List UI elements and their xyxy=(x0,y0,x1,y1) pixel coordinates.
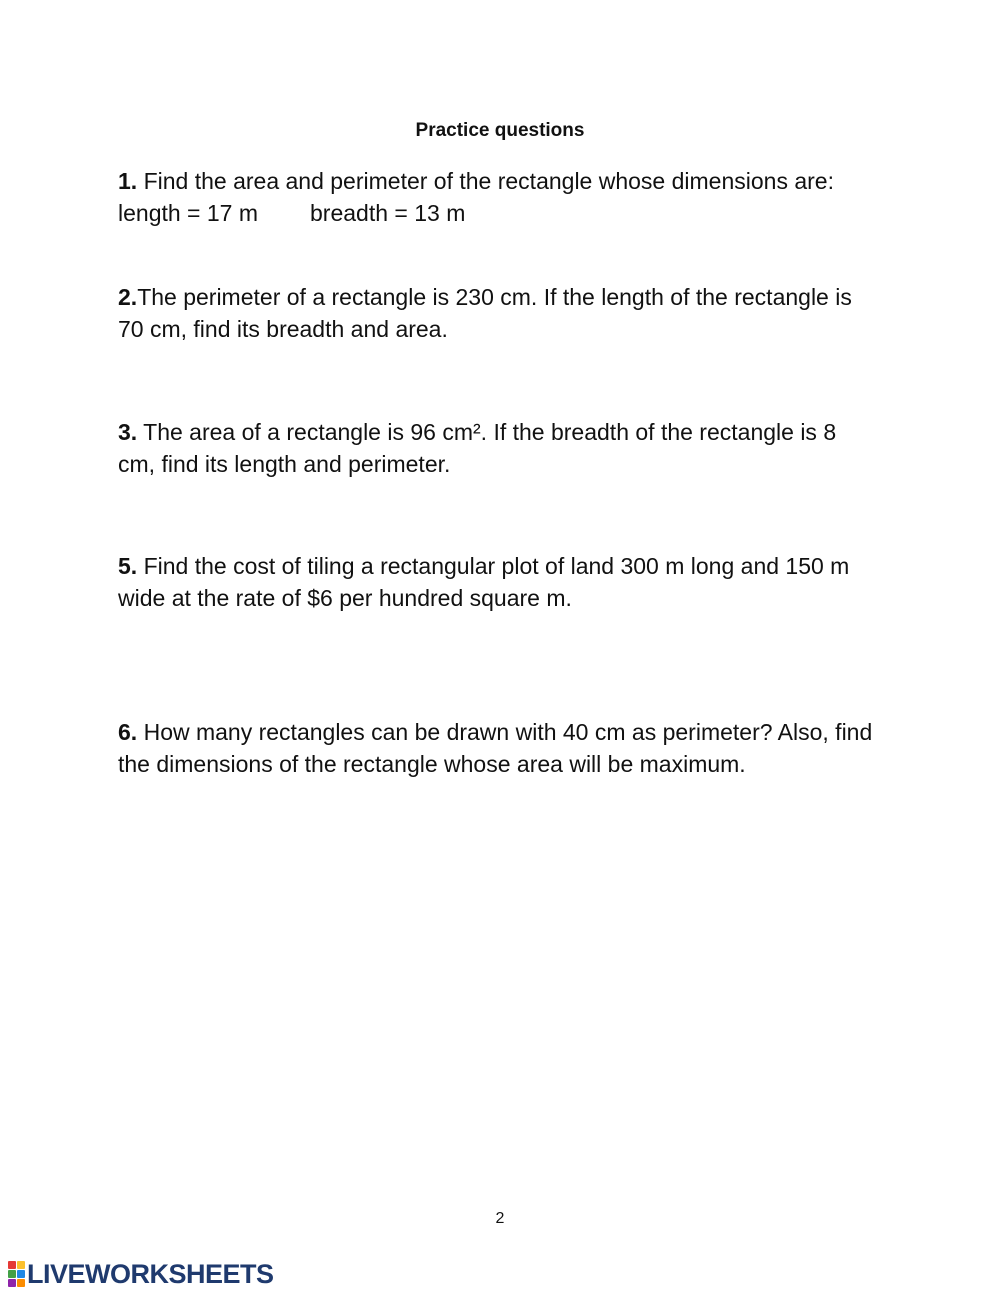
question-text: The perimeter of a rectangle is 230 cm. If the length of the rectangle is 70 cm, find its breadth and area. xyxy=(118,284,852,342)
question-text: Find the area and perimeter of the rectangle whose dimensions are: length = 17 m xyxy=(118,168,834,226)
logo-square xyxy=(17,1261,25,1269)
logo-text: LIVEWORKSHEETS xyxy=(27,1258,274,1289)
question-number: 3. xyxy=(118,419,138,445)
logo-square xyxy=(8,1261,16,1269)
page-title: Practice questions xyxy=(415,120,585,141)
question-2 xyxy=(118,281,878,345)
question-text-extra: breadth = 13 m xyxy=(310,200,466,226)
question-text: Find the cost of tiling a rectangular plot of land 300 m long and 150 m wide at the rate of $6 per hundred square m. xyxy=(118,553,850,611)
logo-grid-icon xyxy=(8,1261,25,1287)
logo-square xyxy=(17,1270,25,1278)
logo-square xyxy=(8,1270,16,1278)
question-number: 5. xyxy=(118,553,138,579)
question-number: 2. xyxy=(118,284,138,310)
question-text: The area of a rectangle is 96 cm². If the breadth of the rectangle is 8 cm, find its length and perimeter. xyxy=(118,419,837,477)
question-number: 6. xyxy=(118,719,138,745)
question-6 xyxy=(118,716,878,780)
page-number: 2 xyxy=(495,1210,505,1227)
logo-square xyxy=(17,1279,25,1287)
logo-square xyxy=(8,1279,16,1287)
question-text: How many rectangles can be drawn with 40 cm as perimeter? Also, find the dimensions of the rectangle whose area will be maximum. xyxy=(118,719,873,777)
question-1 xyxy=(118,165,878,229)
liveworksheets-logo[interactable] xyxy=(8,1258,274,1290)
question-3 xyxy=(118,416,878,480)
question-number: 1. xyxy=(118,168,138,194)
question-5 xyxy=(118,550,878,614)
